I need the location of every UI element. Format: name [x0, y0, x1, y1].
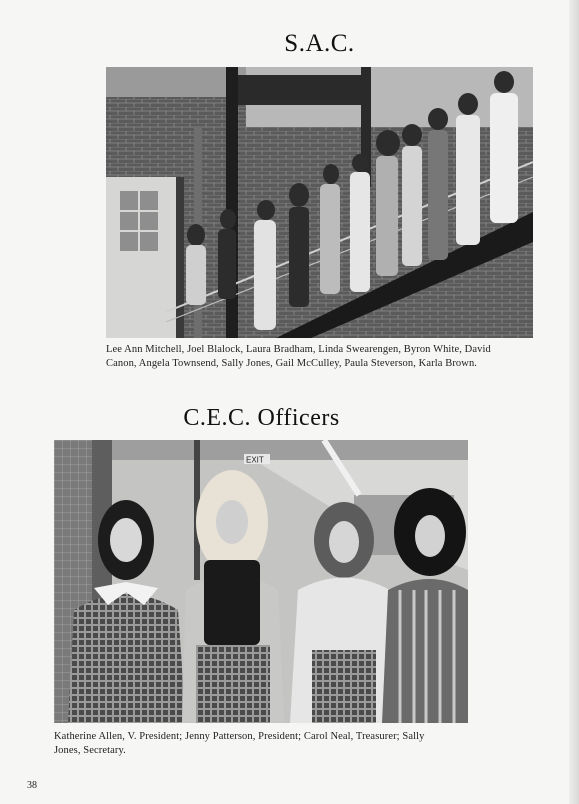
- caption-sac: [106, 343, 546, 371]
- section-heading-cec: C.E.C. Officers: [183, 405, 340, 431]
- caption-line: Canon, Angela Townsend, Sally Jones, Gail McCulley, Paula Steverson, Karla Brown.: [106, 358, 478, 369]
- svg-text:EXIT: EXIT: [246, 455, 264, 465]
- group-photo-sac: [106, 67, 533, 338]
- page-edge: [569, 0, 579, 804]
- caption-cec: [54, 730, 474, 758]
- page-number: 38: [27, 780, 37, 791]
- caption-line: Katherine Allen, V. President; Jenny Patterson, President; Carol Neal, Treasurer; Sally: [54, 731, 425, 742]
- caption-line: Jones, Secretary.: [54, 745, 126, 756]
- caption-line: Lee Ann Mitchell, Joel Blalock, Laura Bradham, Linda Swearengen, Byron White, David: [106, 344, 491, 355]
- group-photo-cec: [54, 440, 468, 723]
- section-heading-sac: S.A.C.: [284, 30, 355, 57]
